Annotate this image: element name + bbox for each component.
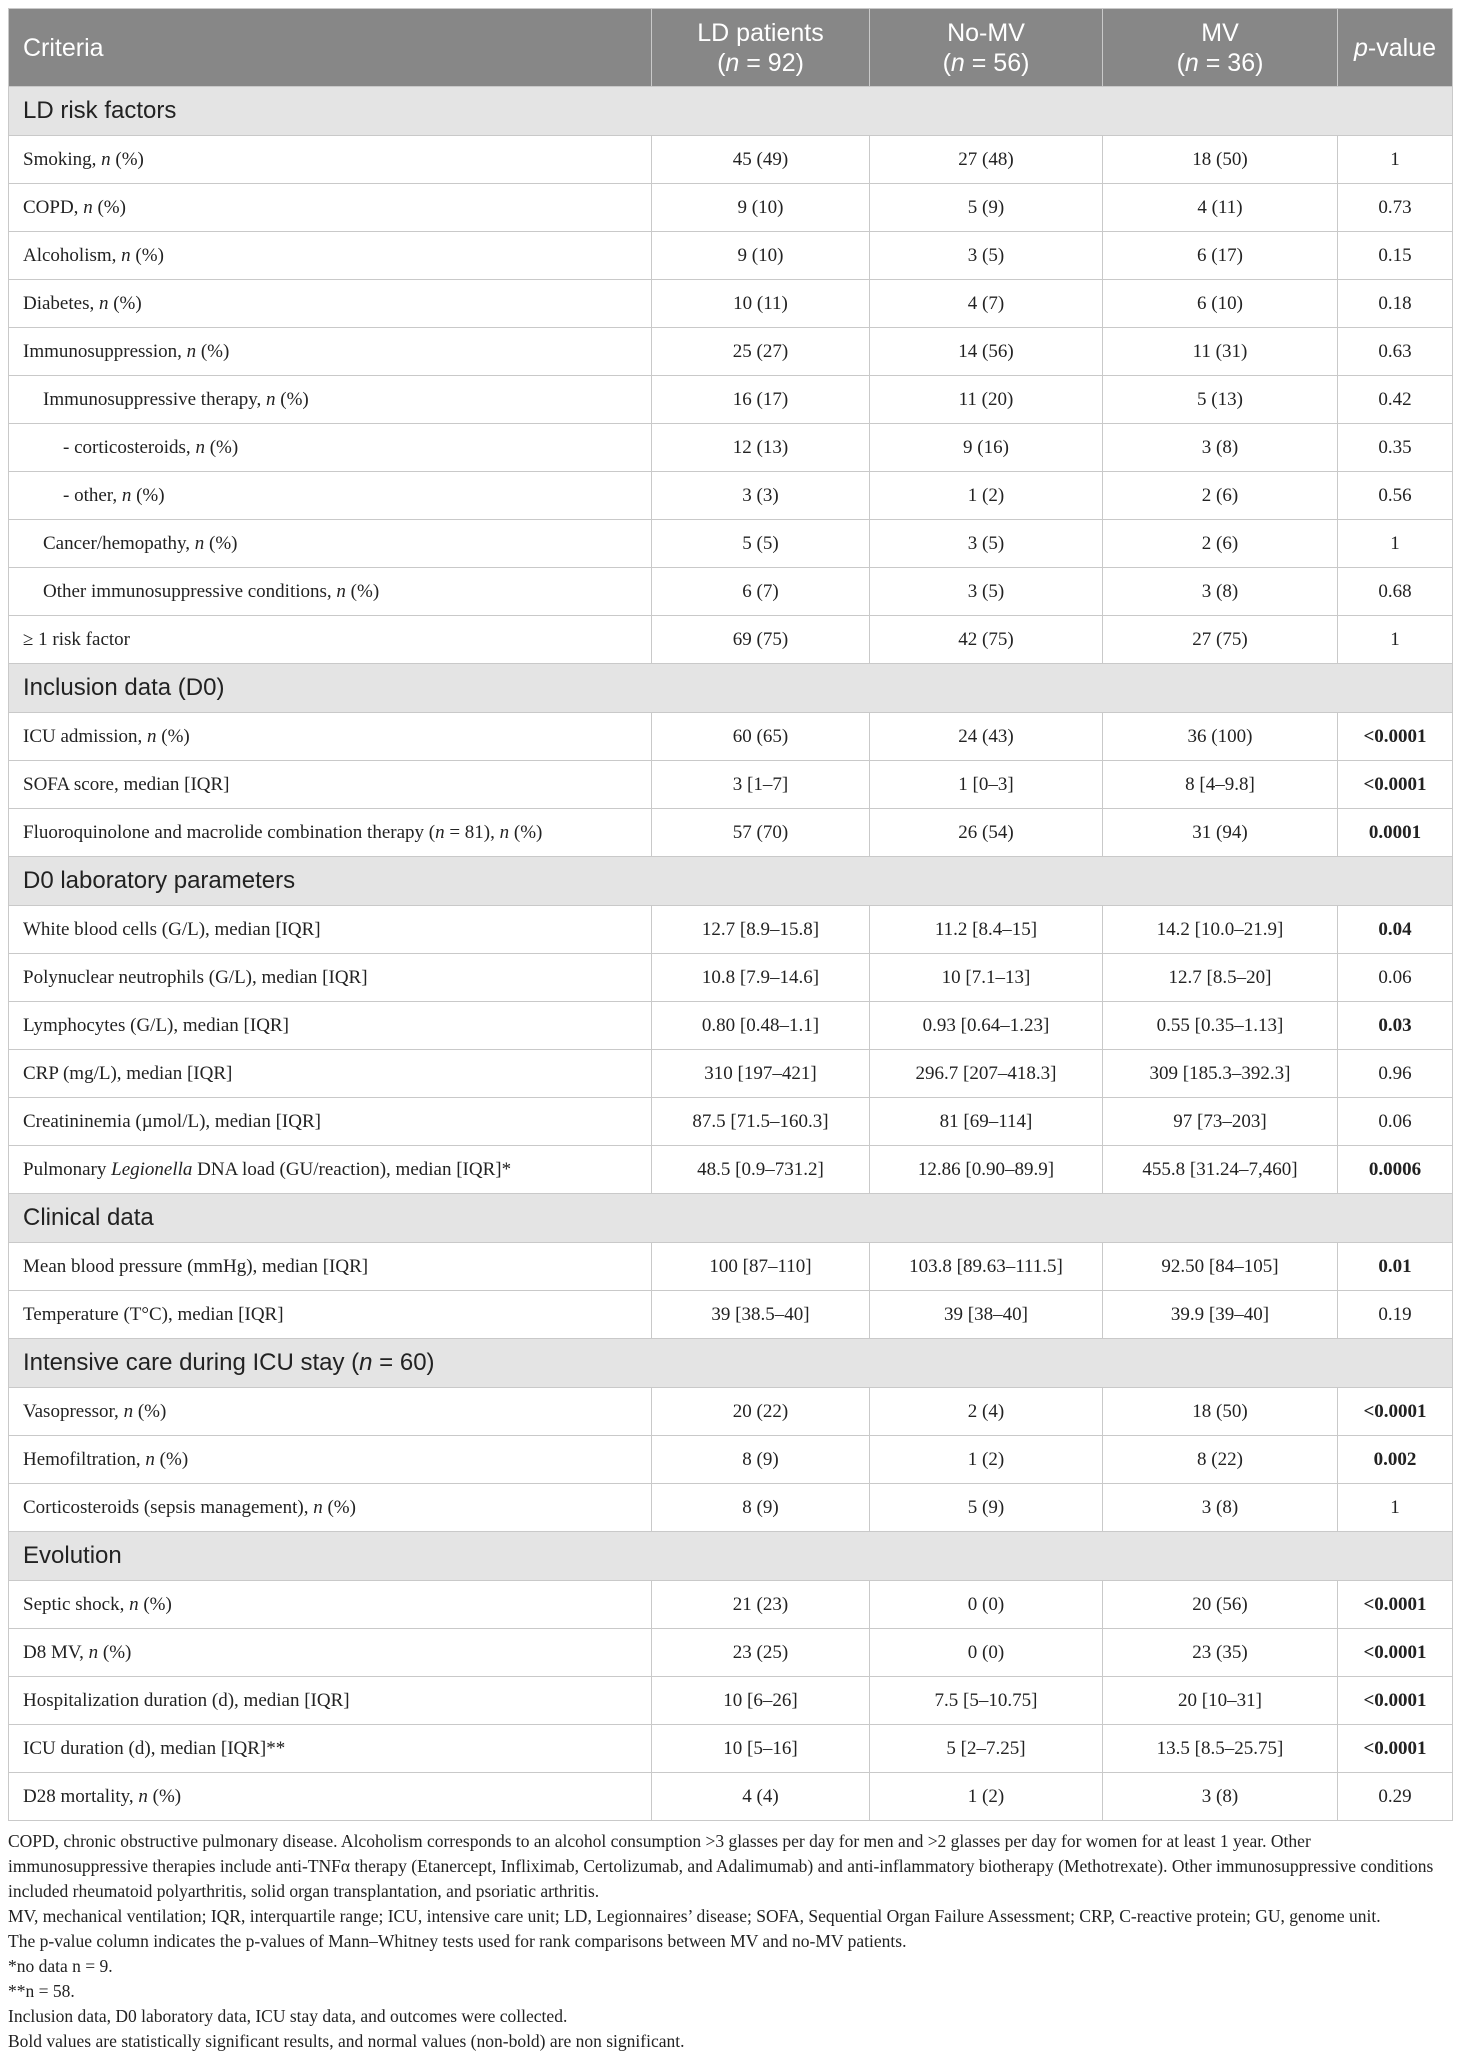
header-ld-n: (n = 92) <box>717 48 804 77</box>
row-label: ICU duration (d), median [IQR]** <box>9 1725 652 1773</box>
section-title: Clinical data <box>9 1194 1453 1243</box>
table-body <box>9 87 1453 1821</box>
header-no-mv-n: (n = 56) <box>942 48 1030 77</box>
table-row <box>9 761 1453 809</box>
cell-no-mv: 3 (5) <box>870 568 1103 616</box>
cell-p-value: 0.0001 <box>1338 809 1453 857</box>
cell-no-mv: 1 (2) <box>870 472 1103 520</box>
cell-mv: 3 (8) <box>1103 424 1338 472</box>
cell-ld-patients: 45 (49) <box>652 136 870 184</box>
cell-ld-patients: 6 (7) <box>652 568 870 616</box>
table-header <box>9 9 1453 87</box>
row-label: SOFA score, median [IQR] <box>9 761 652 809</box>
cell-no-mv: 14 (56) <box>870 328 1103 376</box>
cell-p-value: 0.56 <box>1338 472 1453 520</box>
row-label: CRP (mg/L), median [IQR] <box>9 1050 652 1098</box>
section-header-row <box>9 1339 1453 1388</box>
cell-p-value: <0.0001 <box>1338 761 1453 809</box>
cell-ld-patients: 10 (11) <box>652 280 870 328</box>
cell-mv: 6 (10) <box>1103 280 1338 328</box>
cell-p-value: 0.06 <box>1338 954 1453 1002</box>
row-label: Septic shock, n (%) <box>9 1581 652 1629</box>
cell-p-value: <0.0001 <box>1338 1677 1453 1725</box>
cell-p-value: 0.03 <box>1338 1002 1453 1050</box>
cell-mv: 39.9 [39–40] <box>1103 1291 1338 1339</box>
cell-no-mv: 11.2 [8.4–15] <box>870 906 1103 954</box>
table-row <box>9 232 1453 280</box>
table-row <box>9 1581 1453 1629</box>
cell-ld-patients: 12 (13) <box>652 424 870 472</box>
table-row <box>9 568 1453 616</box>
cell-no-mv: 12.86 [0.90–89.9] <box>870 1146 1103 1194</box>
cell-no-mv: 0 (0) <box>870 1581 1103 1629</box>
cell-p-value: 1 <box>1338 1484 1453 1532</box>
cell-mv: 8 [4–9.8] <box>1103 761 1338 809</box>
cell-p-value: 0.15 <box>1338 232 1453 280</box>
row-label: Fluoroquinolone and macrolide combination therapy (n = 81), n (%) <box>9 809 652 857</box>
cell-p-value: 0.01 <box>1338 1243 1453 1291</box>
cell-p-value: 1 <box>1338 520 1453 568</box>
cell-mv: 20 [10–31] <box>1103 1677 1338 1725</box>
table-row <box>9 1291 1453 1339</box>
row-label: ≥ 1 risk factor <box>9 616 652 664</box>
header-mv-n: (n = 36) <box>1176 48 1264 77</box>
table-row <box>9 954 1453 1002</box>
table-row <box>9 906 1453 954</box>
table-row <box>9 472 1453 520</box>
cell-p-value: 1 <box>1338 616 1453 664</box>
document <box>8 8 1452 2054</box>
table-row <box>9 1484 1453 1532</box>
footnote: MV, mechanical ventilation; IQR, interquartile range; ICU, intensive care unit; LD, Legionnaires’ disease; SOFA, Sequential Organ Failure Assessment; CRP, C-reactive protein; GU, genome unit. <box>8 1906 1381 1926</box>
cell-no-mv: 24 (43) <box>870 713 1103 761</box>
footnote: Bold values are statistically significant results, and normal values (non-bold) are non significant. <box>8 2031 685 2051</box>
cell-p-value: 0.0006 <box>1338 1146 1453 1194</box>
cell-no-mv: 1 (2) <box>870 1436 1103 1484</box>
cell-ld-patients: 16 (17) <box>652 376 870 424</box>
cell-ld-patients: 25 (27) <box>652 328 870 376</box>
row-label: Hospitalization duration (d), median [IQR] <box>9 1677 652 1725</box>
footnote: The p-value column indicates the p-values of Mann–Whitney tests used for rank comparisons between MV and no-MV patients. <box>8 1931 907 1951</box>
row-label: Polynuclear neutrophils (G/L), median [IQR] <box>9 954 652 1002</box>
cell-ld-patients: 3 (3) <box>652 472 870 520</box>
cell-no-mv: 26 (54) <box>870 809 1103 857</box>
cell-mv: 92.50 [84–105] <box>1103 1243 1338 1291</box>
section-title: Intensive care during ICU stay (n = 60) <box>9 1339 1453 1388</box>
cell-ld-patients: 21 (23) <box>652 1581 870 1629</box>
cell-mv: 14.2 [10.0–21.9] <box>1103 906 1338 954</box>
row-label: Other immunosuppressive conditions, n (%) <box>9 568 652 616</box>
row-label: Corticosteroids (sepsis management), n (%) <box>9 1484 652 1532</box>
footnote: COPD, chronic obstructive pulmonary disease. Alcoholism corresponds to an alcohol consumption >3 glasses per day for men and >2 glasses per day for women for at least 1 year. Other immunosuppressive therapies include anti-TNFα therapy (Etanercept, Infliximab, Certolizumab, and Adalimumab) and anti-inflammatory biotherapy (Methotrexate). Other immunosuppressive conditions included rheumatoid polyarthritis, solid organ transplantation, and psoriatic arthritis. <box>8 1831 1434 1901</box>
cell-p-value: 0.96 <box>1338 1050 1453 1098</box>
cell-no-mv: 27 (48) <box>870 136 1103 184</box>
section-header-row <box>9 664 1453 713</box>
cell-p-value: <0.0001 <box>1338 1581 1453 1629</box>
cell-no-mv: 3 (5) <box>870 232 1103 280</box>
table-row <box>9 1629 1453 1677</box>
cell-ld-patients: 60 (65) <box>652 713 870 761</box>
cell-ld-patients: 87.5 [71.5–160.3] <box>652 1098 870 1146</box>
cell-ld-patients: 9 (10) <box>652 232 870 280</box>
cell-ld-patients: 3 [1–7] <box>652 761 870 809</box>
table-row <box>9 520 1453 568</box>
section-header-row <box>9 857 1453 906</box>
row-label: COPD, n (%) <box>9 184 652 232</box>
header-p-value: p-value <box>1338 9 1453 87</box>
cell-p-value: 0.29 <box>1338 1773 1453 1821</box>
table-row <box>9 376 1453 424</box>
cell-mv: 97 [73–203] <box>1103 1098 1338 1146</box>
cell-p-value: 0.19 <box>1338 1291 1453 1339</box>
cell-no-mv: 5 (9) <box>870 1484 1103 1532</box>
cell-no-mv: 11 (20) <box>870 376 1103 424</box>
cell-no-mv: 103.8 [89.63–111.5] <box>870 1243 1103 1291</box>
results-table <box>8 8 1453 1821</box>
row-label: ICU admission, n (%) <box>9 713 652 761</box>
cell-p-value: <0.0001 <box>1338 1725 1453 1773</box>
row-label: D28 mortality, n (%) <box>9 1773 652 1821</box>
cell-ld-patients: 39 [38.5–40] <box>652 1291 870 1339</box>
cell-no-mv: 10 [7.1–13] <box>870 954 1103 1002</box>
cell-mv: 8 (22) <box>1103 1436 1338 1484</box>
section-header-row <box>9 87 1453 136</box>
cell-mv: 18 (50) <box>1103 1388 1338 1436</box>
table-row <box>9 1677 1453 1725</box>
cell-mv: 13.5 [8.5–25.75] <box>1103 1725 1338 1773</box>
cell-no-mv: 4 (7) <box>870 280 1103 328</box>
table-row <box>9 1243 1453 1291</box>
section-title: LD risk factors <box>9 87 1453 136</box>
cell-mv: 23 (35) <box>1103 1629 1338 1677</box>
cell-mv: 455.8 [31.24–7,460] <box>1103 1146 1338 1194</box>
cell-p-value: 0.42 <box>1338 376 1453 424</box>
cell-ld-patients: 9 (10) <box>652 184 870 232</box>
table-row <box>9 1002 1453 1050</box>
header-mv: MV (n = 36) <box>1103 9 1338 87</box>
table-row <box>9 424 1453 472</box>
cell-p-value: 0.18 <box>1338 280 1453 328</box>
cell-ld-patients: 8 (9) <box>652 1484 870 1532</box>
row-label: Hemofiltration, n (%) <box>9 1436 652 1484</box>
cell-no-mv: 0.93 [0.64–1.23] <box>870 1002 1103 1050</box>
cell-mv: 36 (100) <box>1103 713 1338 761</box>
cell-p-value: <0.0001 <box>1338 713 1453 761</box>
cell-no-mv: 5 (9) <box>870 184 1103 232</box>
table-row <box>9 809 1453 857</box>
row-label: Pulmonary Legionella DNA load (GU/reaction), median [IQR]* <box>9 1146 652 1194</box>
row-label: Temperature (T°C), median [IQR] <box>9 1291 652 1339</box>
row-label: Immunosuppression, n (%) <box>9 328 652 376</box>
cell-no-mv: 1 (2) <box>870 1773 1103 1821</box>
cell-mv: 4 (11) <box>1103 184 1338 232</box>
table-row <box>9 328 1453 376</box>
cell-no-mv: 7.5 [5–10.75] <box>870 1677 1103 1725</box>
cell-p-value: 0.63 <box>1338 328 1453 376</box>
row-label: Lymphocytes (G/L), median [IQR] <box>9 1002 652 1050</box>
table-row <box>9 136 1453 184</box>
footnote: **n = 58. <box>8 1981 75 2001</box>
cell-mv: 3 (8) <box>1103 1484 1338 1532</box>
header-ld-patients: LD patients (n = 92) <box>652 9 870 87</box>
table-row <box>9 616 1453 664</box>
table-row <box>9 1098 1453 1146</box>
row-label: Creatininemia (µmol/L), median [IQR] <box>9 1098 652 1146</box>
row-label: Immunosuppressive therapy, n (%) <box>9 376 652 424</box>
row-label: Alcoholism, n (%) <box>9 232 652 280</box>
cell-no-mv: 42 (75) <box>870 616 1103 664</box>
header-no-mv: No-MV (n = 56) <box>870 9 1103 87</box>
table-row <box>9 1725 1453 1773</box>
cell-no-mv: 9 (16) <box>870 424 1103 472</box>
footnote: Inclusion data, D0 laboratory data, ICU stay data, and outcomes were collected. <box>8 2006 568 2026</box>
cell-p-value: 0.04 <box>1338 906 1453 954</box>
row-label: Vasopressor, n (%) <box>9 1388 652 1436</box>
cell-ld-patients: 10 [5–16] <box>652 1725 870 1773</box>
cell-ld-patients: 12.7 [8.9–15.8] <box>652 906 870 954</box>
row-label: Cancer/hemopathy, n (%) <box>9 520 652 568</box>
cell-ld-patients: 20 (22) <box>652 1388 870 1436</box>
cell-p-value: 1 <box>1338 136 1453 184</box>
cell-mv: 11 (31) <box>1103 328 1338 376</box>
section-title: D0 laboratory parameters <box>9 857 1453 906</box>
cell-mv: 6 (17) <box>1103 232 1338 280</box>
cell-ld-patients: 69 (75) <box>652 616 870 664</box>
cell-mv: 31 (94) <box>1103 809 1338 857</box>
cell-ld-patients: 8 (9) <box>652 1436 870 1484</box>
cell-ld-patients: 57 (70) <box>652 809 870 857</box>
table-footnotes <box>8 1829 1452 2054</box>
cell-mv: 2 (6) <box>1103 520 1338 568</box>
section-header-row <box>9 1532 1453 1581</box>
header-criteria: Criteria <box>9 9 652 87</box>
cell-ld-patients: 23 (25) <box>652 1629 870 1677</box>
table-row <box>9 1436 1453 1484</box>
cell-no-mv: 2 (4) <box>870 1388 1103 1436</box>
cell-mv: 309 [185.3–392.3] <box>1103 1050 1338 1098</box>
cell-ld-patients: 48.5 [0.9–731.2] <box>652 1146 870 1194</box>
row-label: Mean blood pressure (mmHg), median [IQR] <box>9 1243 652 1291</box>
cell-no-mv: 5 [2–7.25] <box>870 1725 1103 1773</box>
cell-mv: 12.7 [8.5–20] <box>1103 954 1338 1002</box>
cell-p-value: 0.002 <box>1338 1436 1453 1484</box>
table-row <box>9 713 1453 761</box>
cell-p-value: 0.06 <box>1338 1098 1453 1146</box>
cell-no-mv: 3 (5) <box>870 520 1103 568</box>
row-label: Diabetes, n (%) <box>9 280 652 328</box>
row-label: - corticosteroids, n (%) <box>9 424 652 472</box>
cell-ld-patients: 10.8 [7.9–14.6] <box>652 954 870 1002</box>
row-label: White blood cells (G/L), median [IQR] <box>9 906 652 954</box>
cell-mv: 5 (13) <box>1103 376 1338 424</box>
cell-mv: 20 (56) <box>1103 1581 1338 1629</box>
cell-ld-patients: 4 (4) <box>652 1773 870 1821</box>
footnote: *no data n = 9. <box>8 1956 113 1976</box>
table-row <box>9 184 1453 232</box>
table-row <box>9 1388 1453 1436</box>
section-header-row <box>9 1194 1453 1243</box>
cell-ld-patients: 100 [87–110] <box>652 1243 870 1291</box>
cell-mv: 0.55 [0.35–1.13] <box>1103 1002 1338 1050</box>
cell-no-mv: 0 (0) <box>870 1629 1103 1677</box>
table-row <box>9 280 1453 328</box>
cell-p-value: 0.68 <box>1338 568 1453 616</box>
cell-ld-patients: 5 (5) <box>652 520 870 568</box>
cell-p-value: 0.35 <box>1338 424 1453 472</box>
table-row <box>9 1773 1453 1821</box>
cell-ld-patients: 10 [6–26] <box>652 1677 870 1725</box>
section-title: Evolution <box>9 1532 1453 1581</box>
cell-ld-patients: 0.80 [0.48–1.1] <box>652 1002 870 1050</box>
row-label: - other, n (%) <box>9 472 652 520</box>
cell-mv: 2 (6) <box>1103 472 1338 520</box>
cell-mv: 3 (8) <box>1103 568 1338 616</box>
cell-mv: 27 (75) <box>1103 616 1338 664</box>
cell-no-mv: 39 [38–40] <box>870 1291 1103 1339</box>
cell-p-value: <0.0001 <box>1338 1388 1453 1436</box>
table-row <box>9 1146 1453 1194</box>
cell-mv: 3 (8) <box>1103 1773 1338 1821</box>
cell-ld-patients: 310 [197–421] <box>652 1050 870 1098</box>
cell-no-mv: 1 [0–3] <box>870 761 1103 809</box>
cell-no-mv: 81 [69–114] <box>870 1098 1103 1146</box>
section-title: Inclusion data (D0) <box>9 664 1453 713</box>
row-label: Smoking, n (%) <box>9 136 652 184</box>
cell-mv: 18 (50) <box>1103 136 1338 184</box>
row-label: D8 MV, n (%) <box>9 1629 652 1677</box>
cell-p-value: 0.73 <box>1338 184 1453 232</box>
table-row <box>9 1050 1453 1098</box>
cell-no-mv: 296.7 [207–418.3] <box>870 1050 1103 1098</box>
cell-p-value: <0.0001 <box>1338 1629 1453 1677</box>
